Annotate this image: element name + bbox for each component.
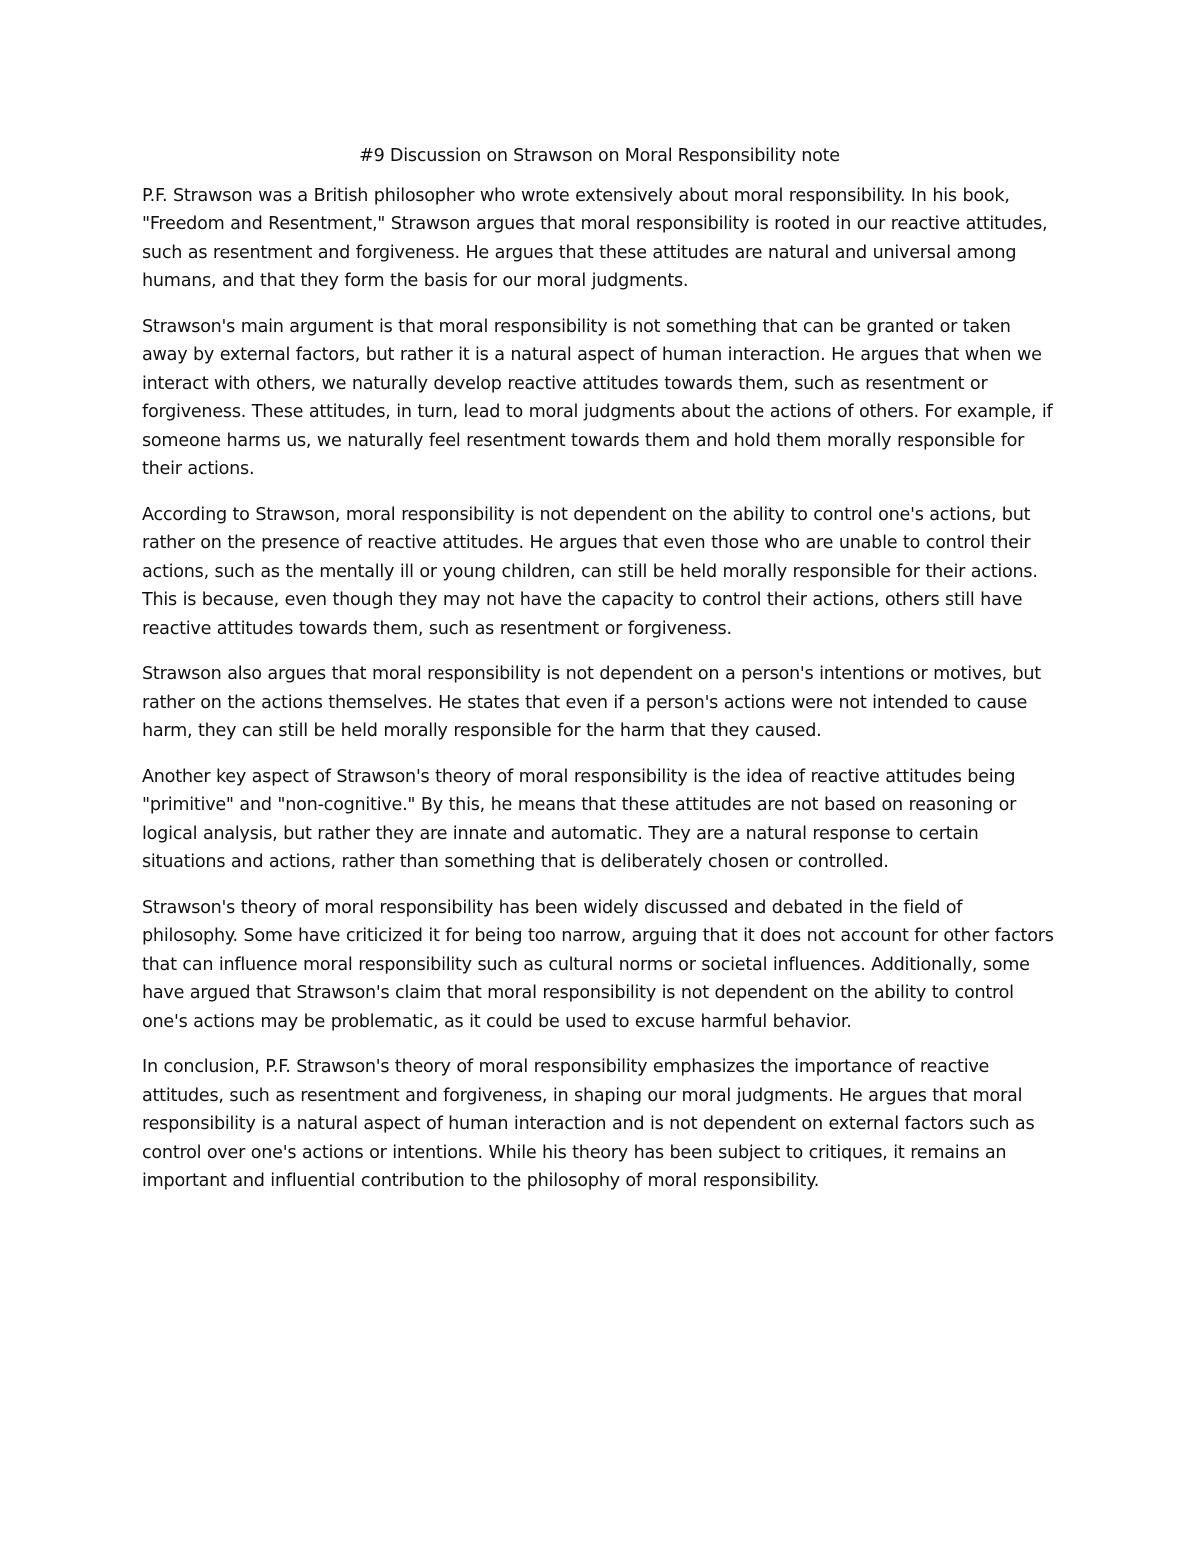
paragraph-primitive-attitudes: Another key aspect of Strawson's theory of moral responsibility is the idea of reactive attitudes being "primitive" and "non-cognitive." By this, he means that these attitudes are not based on reasoning or logical analysis, but rather they are innate and automatic. They are a natural response to certain situations and actions, rather than something that is deliberately chosen or controlled. xyxy=(142,766,1017,872)
paragraph-intro: P.F. Strawson was a British philosopher who wrote extensively about moral responsibility. In his book, "Freedom and Resentment," Strawson argues that moral responsibility is rooted in our reactive attitudes, such as resentment and forgiveness. He argues that these attitudes are natural and universal among humans, and that they form the basis for our moral judgments. xyxy=(142,185,1048,291)
document-title: #9 Discussion on Strawson on Moral Responsibility note xyxy=(359,146,840,166)
paragraph-criticism: Strawson's theory of moral responsibility has been widely discussed and debated in the field of philosophy. Some have criticized it for being too narrow, arguing that it does not account for other factors that can influence moral responsibility such as cultural norms or societal influences. Additionally, some have argued that Strawson's claim that moral responsibility is not dependent on the ability to control one's actions may be problematic, as it could be used to excuse harmful behavior. xyxy=(142,897,1054,1032)
paragraph-intentions: Strawson also argues that moral responsibility is not dependent on a person's intentions or motives, but rather on the actions themselves. He states that even if a person's actions were not intended to cause harm, they can still be held morally responsible for the harm that they caused. xyxy=(142,664,1041,741)
paragraph-control: According to Strawson, moral responsibility is not dependent on the ability to control one's actions, but rather on the presence of reactive attitudes. He argues that even those who are unable to control their actions, such as the mentally ill or young children, can still be held morally responsible for their actions. This is because, even though they may not have the capacity to control their actions, others still have reactive attitudes towards them, such as resentment or forgiveness. xyxy=(142,504,1038,639)
paragraph-conclusion: In conclusion, P.F. Strawson's theory of moral responsibility emphasizes the importance of reactive attitudes, such as resentment and forgiveness, in shaping our moral judgments. He argues that moral responsibility is a natural aspect of human interaction and is not dependent on external factors such as control over one's actions or intentions. While his theory has been subject to critiques, it remains an important and influential contribution to the philosophy of moral responsibility. xyxy=(142,1057,1035,1191)
document-body xyxy=(142,142,1057,1213)
paragraph-main-argument: Strawson's main argument is that moral responsibility is not something that can be granted or taken away by external factors, but rather it is a natural aspect of human interaction. He argues that when we interact with others, we naturally develop reactive attitudes towards them, such as resentment or forgiveness. These attitudes, in turn, lead to moral judgments about the actions of others. For example, if someone harms us, we naturally feel resentment towards them and hold them morally responsible for their actions. xyxy=(142,316,1053,479)
